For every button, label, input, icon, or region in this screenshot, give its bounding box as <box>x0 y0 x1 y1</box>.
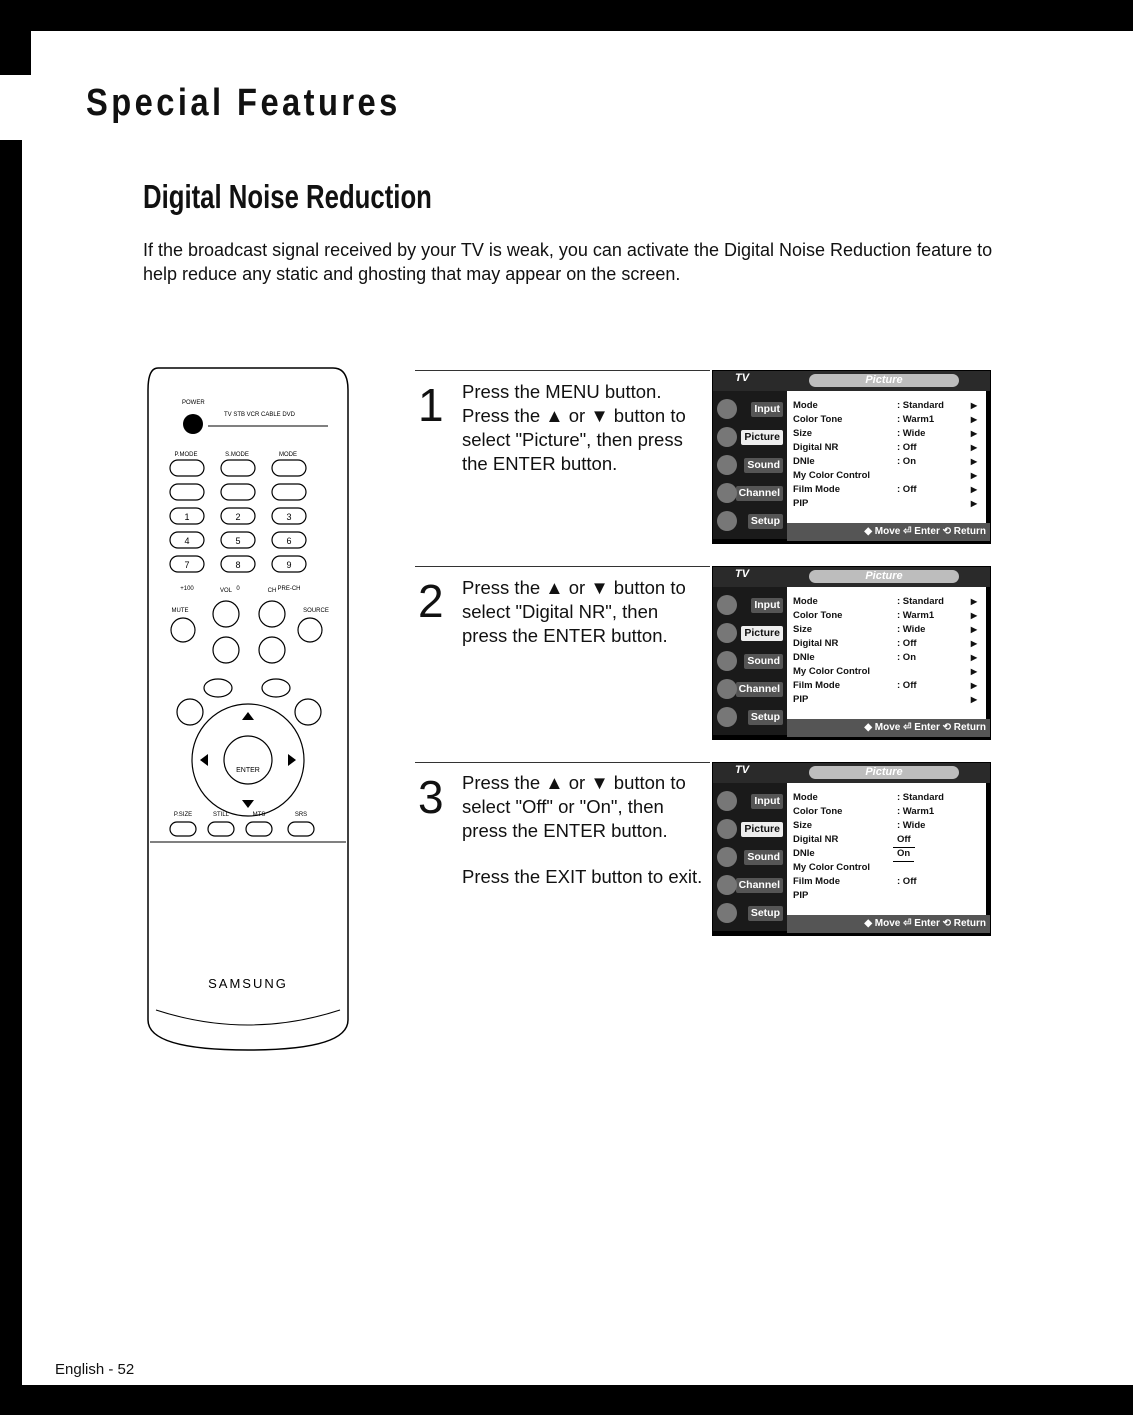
digit-2: 2 <box>235 512 241 522</box>
source-mode-labels: TV STB VCR CABLE DVD <box>224 412 296 418</box>
sound-icon <box>717 651 737 671</box>
digit-8: 8 <box>235 560 241 570</box>
digit-3: 3 <box>286 512 292 522</box>
mute-label: MUTE <box>171 608 189 614</box>
step-3-exit-note: Press the EXIT button to exit. <box>462 866 703 887</box>
psize-label: P.SIZE <box>173 812 193 818</box>
power-button-icon <box>183 414 203 434</box>
step-3-number: 3 <box>418 771 444 823</box>
digit-1: 1 <box>184 512 190 522</box>
input-icon <box>717 595 737 615</box>
step-1-text: Press the MENU button. Press the ▲ or ▼ button to select "Picture", then press the ENTER button. <box>462 381 686 474</box>
step-3-rule <box>415 762 710 763</box>
mts-label: MTS <box>252 812 266 818</box>
prech-label: PRE-CH <box>277 586 301 592</box>
tv-menu-screen-2: TV Picture Input Picture Sound Channel Setup Mode : Standard ▶ Color Tone : Warm1 ▶ Size : Wide ▶ Digital NR : Off ▶ DNIe : On ▶ My Color Control ▶ Film Mode : Off ▶ PIP ▶ ◆ Move ⏎ Enter ⟲ Return <box>712 566 991 740</box>
sound-icon <box>717 455 737 475</box>
left-black-bar <box>0 140 22 1385</box>
setup-icon <box>717 511 737 531</box>
still-label: STILL <box>212 812 230 818</box>
nr-option-on: On <box>893 847 914 862</box>
digit-5: 5 <box>235 536 241 546</box>
tv-menu-screen-1: TV Picture Input Picture Sound Channel Setup Mode : Standard ▶ Color Tone : Warm1 ▶ Size : Wide ▶ Digital NR : Off ▶ DNIe : On ▶ My Color Control ▶ Film Mode : Off ▶ PIP ▶ ◆ Move ⏎ Enter ⟲ Return <box>712 370 991 544</box>
page-subtitle: Digital Noise Reduction <box>143 178 432 215</box>
power-label: POWER <box>182 400 205 406</box>
bottom-black-bar <box>0 1385 1133 1415</box>
digit-0: 0 <box>236 586 240 592</box>
sound-icon <box>717 847 737 867</box>
setup-icon <box>717 707 737 727</box>
digit-plus100: +100 <box>180 586 194 592</box>
samsung-brand: SAMSUNG <box>208 976 288 991</box>
vol-label: VOL <box>219 588 233 594</box>
setup-icon <box>717 903 737 923</box>
channel-icon <box>717 875 737 895</box>
step-1-rule <box>415 370 710 371</box>
picture-icon <box>717 427 737 447</box>
section-title: Special Features <box>86 82 401 124</box>
srs-label: SRS <box>294 812 308 818</box>
picture-icon <box>717 623 737 643</box>
digit-9: 9 <box>286 560 292 570</box>
step-3-text: Press the ▲ or ▼ button to select "Off" or "On", then press the ENTER button. Press the EXIT button to exit. <box>462 771 707 889</box>
digit-7: 7 <box>184 560 190 570</box>
top-black-bar <box>0 0 1133 31</box>
mode-label: MODE <box>279 452 297 458</box>
channel-icon <box>717 679 737 699</box>
digit-6: 6 <box>286 536 292 546</box>
tv-menu-screen-3: TV Picture Input Picture Sound Channel Setup Mode : Standard Color Tone : Warm1 Size : Wide Digital NR Off DNIe On My Color Control Film Mode : Off PIP ◆ Move ⏎ Enter ⟲ Return <box>712 762 991 936</box>
picture-icon <box>717 819 737 839</box>
pmode-label: P.MODE <box>174 452 198 458</box>
ch-label: CH <box>267 588 277 594</box>
source-label: SOURCE <box>303 608 329 614</box>
step-2-rule <box>415 566 710 567</box>
smode-label: S.MODE <box>225 452 249 458</box>
input-icon <box>717 791 737 811</box>
nr-option-off: Off <box>893 833 915 848</box>
step-2-number: 2 <box>418 575 444 627</box>
enter-label: ENTER <box>236 767 260 774</box>
step-2-text: Press the ▲ or ▼ button to select "Digital NR", then press the ENTER button. <box>462 577 686 646</box>
page-footer: English - 52 <box>55 1361 135 1378</box>
remote-control-illustration <box>138 360 358 1060</box>
intro-paragraph: If the broadcast signal received by your TV is weak, you can activate the Digital Noise Reduction feature to help reduce any static and ghosting that may appear on the screen. <box>143 240 993 284</box>
step-1-number: 1 <box>418 379 444 431</box>
channel-icon <box>717 483 737 503</box>
digit-4: 4 <box>184 536 190 546</box>
input-icon <box>717 399 737 419</box>
left-black-bar-top <box>0 31 31 75</box>
